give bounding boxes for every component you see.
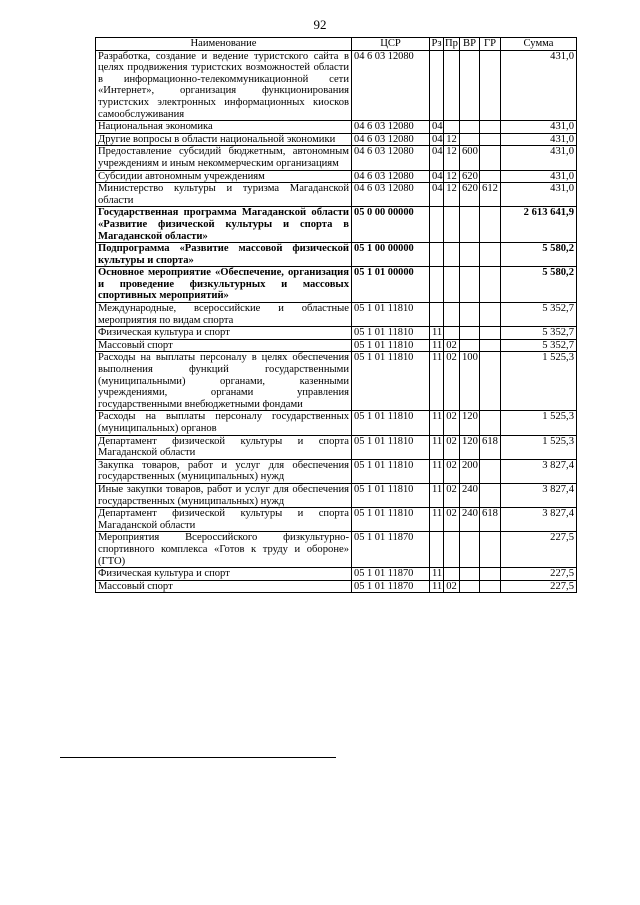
cell-csr: 05 1 00 00000 [352, 243, 430, 267]
cell-name: Мероприятия Всероссийского физкультурно-спортивного комплекса «Готов к труду и обороне» (ГТО) [96, 532, 352, 568]
cell-pr [444, 568, 460, 581]
cell-name: Расходы на выплаты персоналу государственных (муниципальных) органов [96, 411, 352, 435]
cell-sum: 1 525,3 [501, 352, 577, 411]
cell-csr: 05 1 01 00000 [352, 267, 430, 303]
cell-vr [460, 121, 480, 134]
table-body [96, 50, 577, 593]
cell-vr: 100 [460, 352, 480, 411]
cell-csr: 05 1 01 11810 [352, 327, 430, 340]
budget-table [95, 37, 577, 593]
cell-vr [460, 50, 480, 121]
cell-sum: 2 613 641,9 [501, 207, 577, 243]
cell-gr [480, 133, 501, 146]
cell-pr [444, 50, 460, 121]
cell-name: Министерство культуры и туризма Магаданской области [96, 183, 352, 207]
cell-vr: 200 [460, 459, 480, 483]
header-pr: Пр [445, 38, 458, 49]
cell-vr: 600 [460, 146, 480, 170]
cell-csr: 04 6 03 12080 [352, 183, 430, 207]
cell-sum: 1 525,3 [501, 411, 577, 435]
cell-name: Департамент физической культуры и спорта Магаданской области [96, 508, 352, 532]
table-row [96, 267, 577, 303]
cell-gr [480, 121, 501, 134]
cell-vr [460, 532, 480, 568]
cell-gr [480, 146, 501, 170]
cell-csr: 05 1 01 11810 [352, 508, 430, 532]
cell-sum: 227,5 [501, 568, 577, 581]
cell-gr [480, 303, 501, 327]
cell-pr: 02 [444, 339, 460, 352]
cell-sum: 431,0 [501, 50, 577, 121]
cell-name: Предоставление субсидий бюджетным, автономным учреждениям и иным некоммерческим организациям [96, 146, 352, 170]
cell-gr [480, 327, 501, 340]
cell-gr [480, 532, 501, 568]
cell-csr: 04 6 03 12080 [352, 121, 430, 134]
cell-pr [444, 327, 460, 340]
header-csr: ЦСР [352, 38, 430, 51]
cell-gr [480, 580, 501, 593]
cell-rz [430, 532, 444, 568]
cell-rz [430, 243, 444, 267]
cell-pr [444, 243, 460, 267]
cell-name: Закупка товаров, работ и услуг для обеспечения государственных (муниципальных) нужд [96, 459, 352, 483]
cell-rz: 11 [430, 508, 444, 532]
cell-name: Субсидии автономным учреждениям [96, 170, 352, 183]
cell-sum: 1 525,3 [501, 435, 577, 459]
cell-vr [460, 580, 480, 593]
header-rz: Рз [431, 38, 442, 49]
cell-name: Подпрограмма «Развитие массовой физической культуры и спорта» [96, 243, 352, 267]
cell-sum: 431,0 [501, 170, 577, 183]
header-vr: ВР [460, 38, 480, 51]
cell-gr [480, 352, 501, 411]
cell-name: Массовый спорт [96, 580, 352, 593]
footnote-divider [60, 757, 336, 758]
cell-gr [480, 339, 501, 352]
cell-pr [444, 267, 460, 303]
cell-rz: 11 [430, 435, 444, 459]
header-sum: Сумма [501, 38, 577, 51]
table-row [96, 133, 577, 146]
cell-csr: 05 1 01 11810 [352, 303, 430, 327]
cell-gr [480, 243, 501, 267]
cell-rz [430, 303, 444, 327]
cell-vr [460, 243, 480, 267]
cell-gr [480, 50, 501, 121]
cell-csr: 05 1 01 11810 [352, 352, 430, 411]
cell-sum: 5 352,7 [501, 327, 577, 340]
table-row [96, 183, 577, 207]
cell-pr: 02 [444, 459, 460, 483]
cell-sum: 431,0 [501, 121, 577, 134]
table-row [96, 568, 577, 581]
cell-gr [480, 170, 501, 183]
table-row [96, 352, 577, 411]
cell-csr: 04 6 03 12080 [352, 146, 430, 170]
cell-rz: 04 [430, 146, 444, 170]
cell-sum: 5 580,2 [501, 267, 577, 303]
cell-gr [480, 267, 501, 303]
cell-pr: 12 [444, 133, 460, 146]
cell-vr: 240 [460, 508, 480, 532]
cell-csr: 05 1 01 11870 [352, 580, 430, 593]
cell-name: Физическая культура и спорт [96, 568, 352, 581]
cell-gr [480, 459, 501, 483]
cell-pr: 02 [444, 508, 460, 532]
cell-csr: 04 6 03 12080 [352, 133, 430, 146]
cell-pr: 02 [444, 352, 460, 411]
header-name: Наименование [96, 38, 352, 51]
cell-sum: 3 827,4 [501, 508, 577, 532]
cell-vr [460, 327, 480, 340]
cell-name: Иные закупки товаров, работ и услуг для обеспечения государственных (муниципальных) нужд [96, 483, 352, 507]
cell-rz: 11 [430, 483, 444, 507]
cell-rz: 11 [430, 580, 444, 593]
cell-gr [480, 483, 501, 507]
cell-csr: 04 6 03 12080 [352, 170, 430, 183]
table-row [96, 580, 577, 593]
table-row [96, 207, 577, 243]
cell-name: Расходы на выплаты персоналу в целях обеспечения выполнения функций государственными (муниципальными) органами, казенными учреждениями, органами управления государственными внебюджетными фондами [96, 352, 352, 411]
cell-rz: 04 [430, 170, 444, 183]
table-row [96, 303, 577, 327]
cell-vr [460, 303, 480, 327]
cell-rz: 11 [430, 327, 444, 340]
table-row [96, 508, 577, 532]
cell-rz: 04 [430, 183, 444, 207]
table-row [96, 327, 577, 340]
cell-vr [460, 133, 480, 146]
cell-pr: 12 [444, 183, 460, 207]
cell-pr [444, 121, 460, 134]
table-row [96, 170, 577, 183]
cell-rz: 04 [430, 133, 444, 146]
cell-name: Департамент физической культуры и спорта Магаданской области [96, 435, 352, 459]
cell-gr: 612 [480, 183, 501, 207]
cell-rz: 11 [430, 568, 444, 581]
table-row [96, 50, 577, 121]
cell-gr [480, 568, 501, 581]
cell-vr: 120 [460, 435, 480, 459]
cell-pr [444, 207, 460, 243]
cell-gr: 618 [480, 435, 501, 459]
cell-sum: 227,5 [501, 580, 577, 593]
table-row [96, 243, 577, 267]
cell-sum: 3 827,4 [501, 459, 577, 483]
cell-vr: 240 [460, 483, 480, 507]
cell-name: Государственная программа Магаданской области «Развитие физической культуры и спорта в Магаданской области» [96, 207, 352, 243]
cell-rz: 11 [430, 411, 444, 435]
cell-csr: 05 1 01 11810 [352, 339, 430, 352]
cell-sum: 431,0 [501, 133, 577, 146]
table-row [96, 121, 577, 134]
cell-name: Национальная экономика [96, 121, 352, 134]
cell-sum: 431,0 [501, 146, 577, 170]
cell-csr: 04 6 03 12080 [352, 50, 430, 121]
cell-pr: 12 [444, 146, 460, 170]
table-row [96, 435, 577, 459]
header-row [96, 38, 577, 51]
cell-pr: 02 [444, 483, 460, 507]
cell-rz: 11 [430, 352, 444, 411]
cell-rz [430, 50, 444, 121]
cell-vr [460, 568, 480, 581]
cell-csr: 05 1 01 11810 [352, 459, 430, 483]
page-number: 92 [313, 17, 327, 32]
cell-name: Физическая культура и спорт [96, 327, 352, 340]
cell-sum: 5 352,7 [501, 339, 577, 352]
cell-vr: 620 [460, 170, 480, 183]
cell-pr: 02 [444, 411, 460, 435]
cell-vr [460, 339, 480, 352]
cell-rz [430, 207, 444, 243]
cell-name: Другие вопросы в области национальной экономики [96, 133, 352, 146]
cell-name: Массовый спорт [96, 339, 352, 352]
cell-csr: 05 1 01 11870 [352, 568, 430, 581]
cell-pr [444, 303, 460, 327]
cell-csr: 05 1 01 11810 [352, 411, 430, 435]
cell-rz: 11 [430, 339, 444, 352]
cell-name: Основное мероприятие «Обеспечение, организация и проведение физкультурных и массовых спортивных мероприятий» [96, 267, 352, 303]
cell-csr: 05 1 01 11810 [352, 435, 430, 459]
table-row [96, 146, 577, 170]
table-row [96, 411, 577, 435]
cell-sum: 5 580,2 [501, 243, 577, 267]
cell-sum: 227,5 [501, 532, 577, 568]
cell-pr [444, 532, 460, 568]
cell-gr [480, 411, 501, 435]
cell-pr: 02 [444, 435, 460, 459]
cell-gr: 618 [480, 508, 501, 532]
cell-rz: 11 [430, 459, 444, 483]
cell-rz: 04 [430, 121, 444, 134]
cell-vr: 120 [460, 411, 480, 435]
cell-sum: 431,0 [501, 183, 577, 207]
header-gr: ГР [480, 38, 501, 51]
cell-vr: 620 [460, 183, 480, 207]
cell-gr [480, 207, 501, 243]
cell-pr: 02 [444, 580, 460, 593]
cell-csr: 05 1 01 11870 [352, 532, 430, 568]
cell-name: Международные, всероссийские и областные мероприятия по видам спорта [96, 303, 352, 327]
cell-rz [430, 267, 444, 303]
table-row [96, 483, 577, 507]
cell-vr [460, 267, 480, 303]
table-row [96, 459, 577, 483]
cell-sum: 5 352,7 [501, 303, 577, 327]
cell-vr [460, 207, 480, 243]
cell-csr: 05 1 01 11810 [352, 483, 430, 507]
cell-pr: 12 [444, 170, 460, 183]
cell-name: Разработка, создание и ведение туристского сайта в целях продвижения туристских возможностей области в информационно-телекоммуникационной сети «Интернет», организация функционирования туристских электронных информационных киосков самообслуживания [96, 50, 352, 121]
table-row [96, 339, 577, 352]
table-row [96, 532, 577, 568]
cell-sum: 3 827,4 [501, 483, 577, 507]
cell-csr: 05 0 00 00000 [352, 207, 430, 243]
